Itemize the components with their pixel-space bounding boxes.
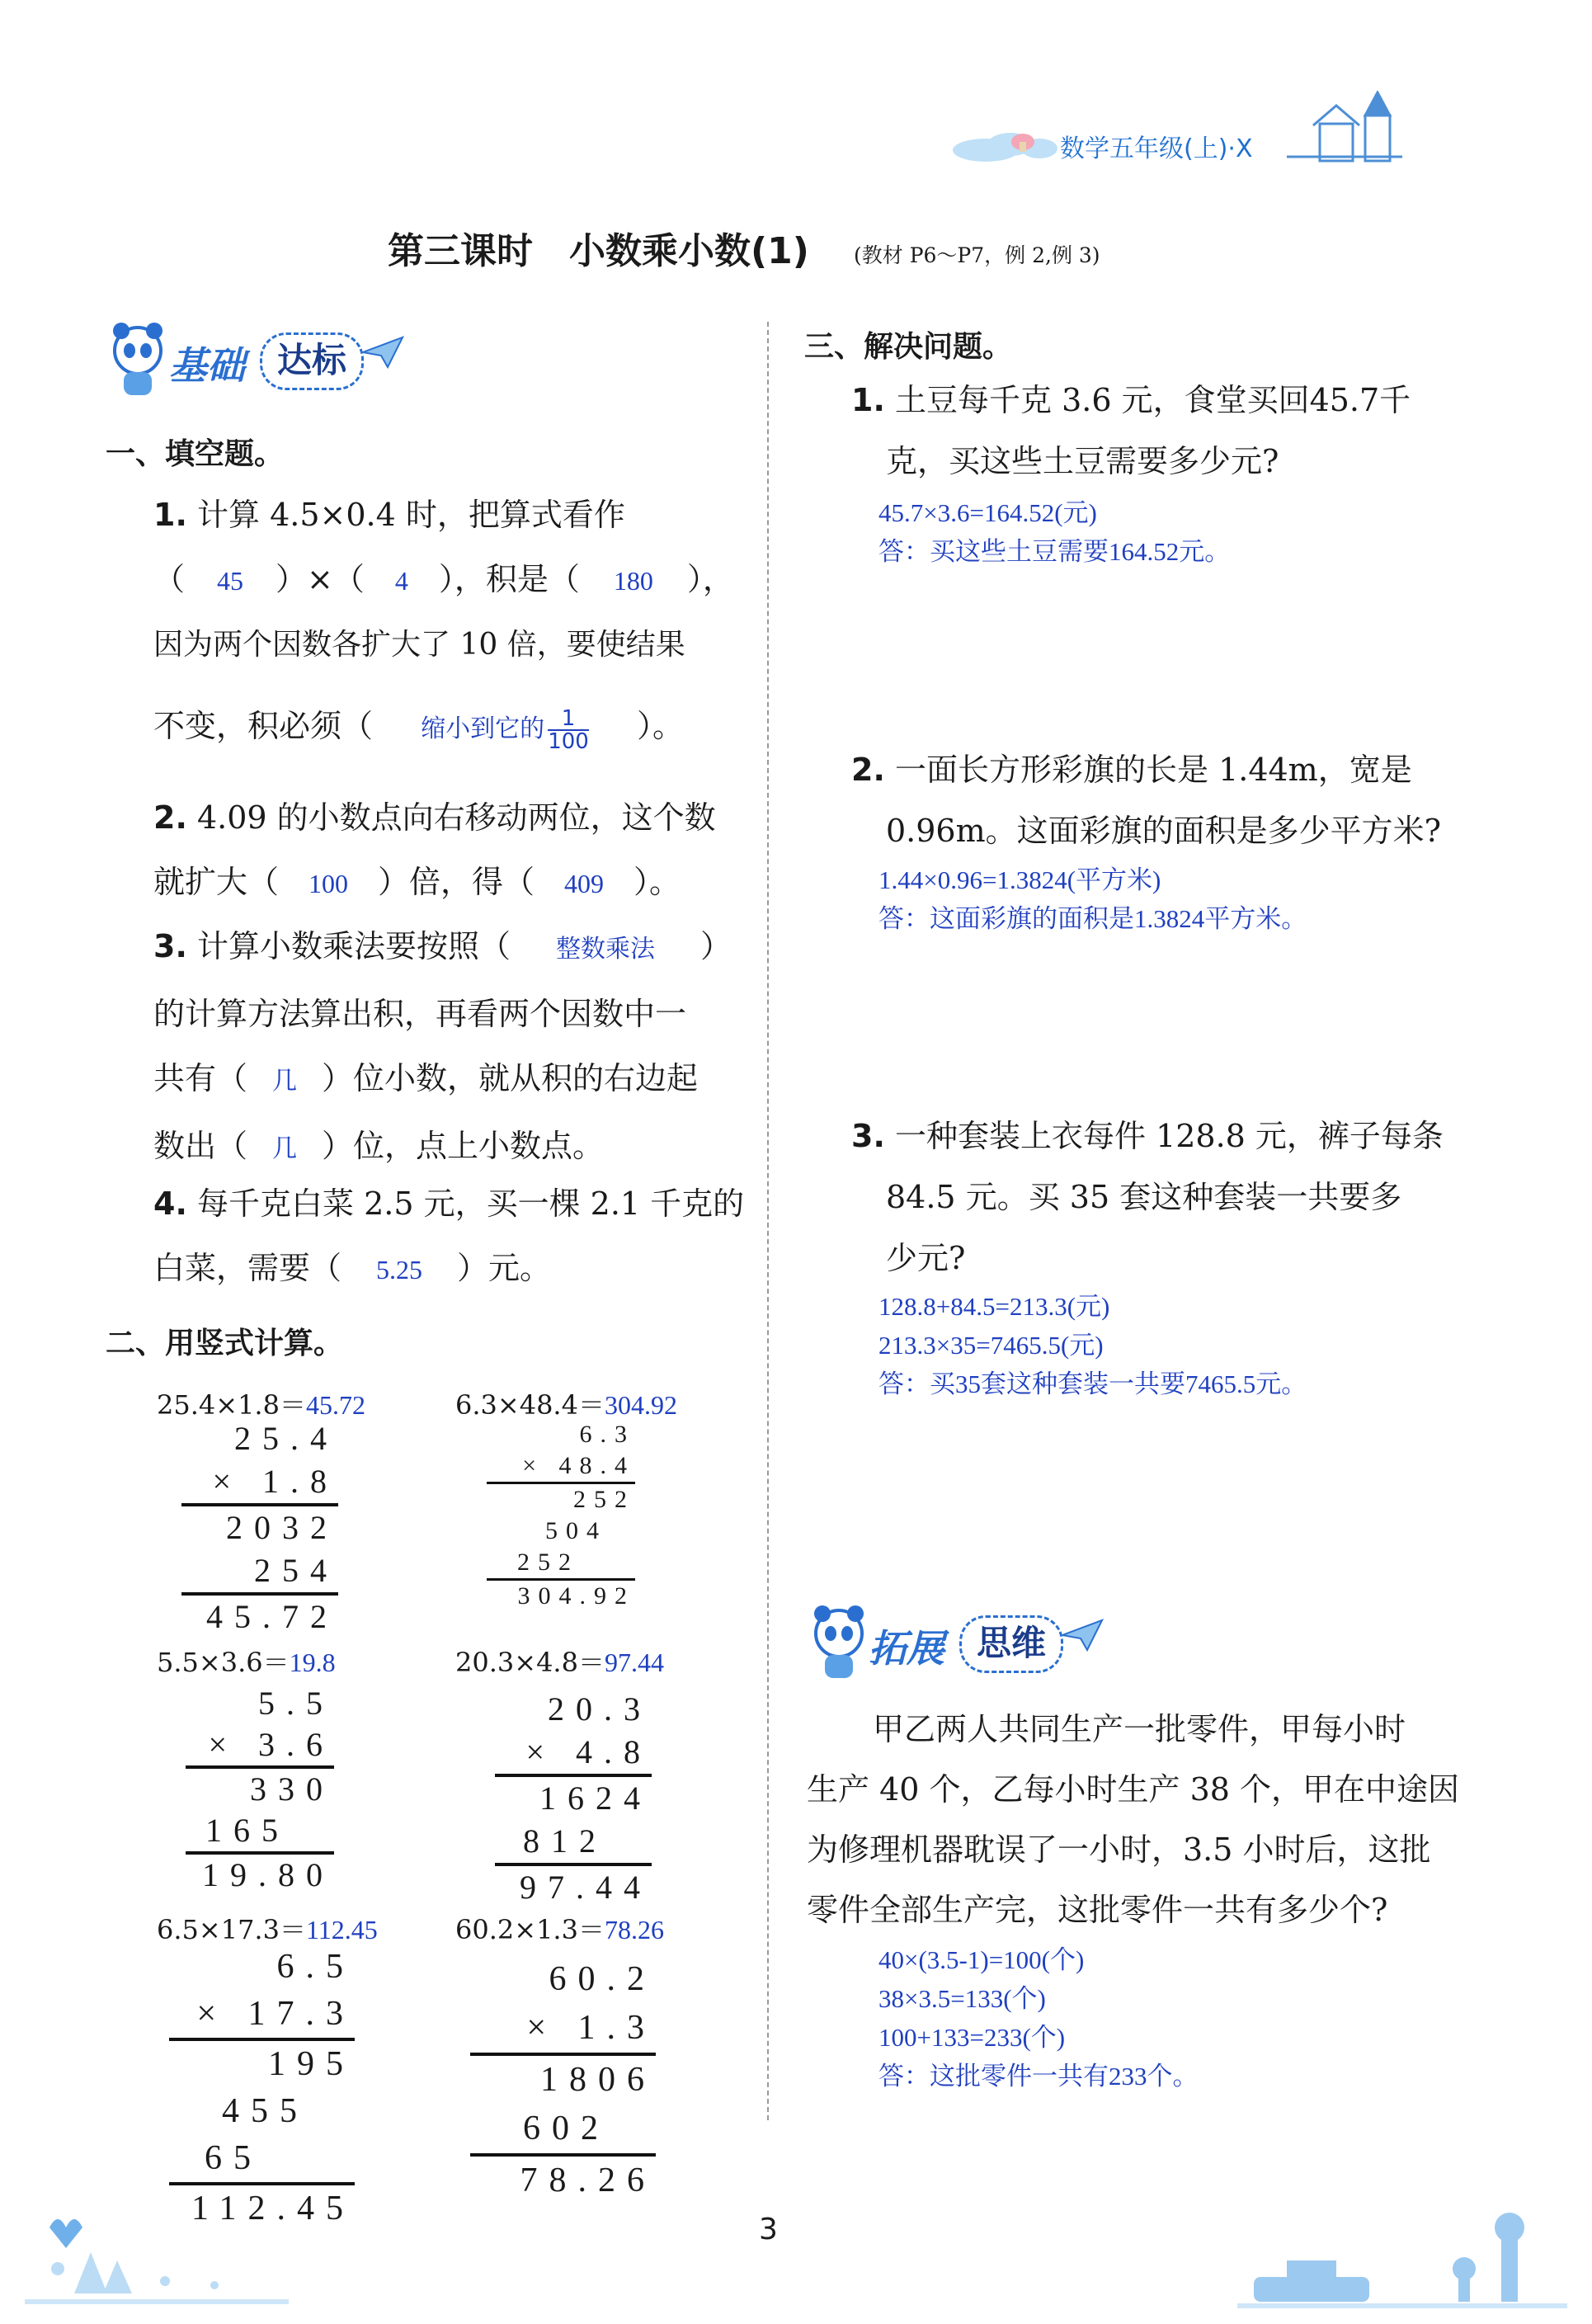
calc-3-row-1: 5.5: [258, 1685, 334, 1722]
calc-1-vertical: [181, 1417, 338, 1638]
footer-left-decoration: [25, 2178, 289, 2310]
calc-3-vertical: [186, 1683, 334, 1896]
q4-number: 4.: [153, 1186, 187, 1222]
calc-3-row-5: 19.80: [186, 1851, 334, 1896]
calc-4-vertical: [495, 1688, 652, 1909]
calc-2-row-6: 304.92: [487, 1578, 635, 1612]
calc-1-answer: 45.72: [305, 1390, 365, 1420]
q1-text-2: 因为两个因数各扩大了 10 倍，要使结果: [153, 628, 685, 662]
q3-text-1: 计算小数乘法要按照（: [196, 928, 511, 964]
calc-5-row-3: 195: [169, 2038, 355, 2088]
q1-fraction-den: 100: [548, 728, 589, 754]
heart-icon: [49, 2219, 82, 2248]
q3-text-4a: 数出（: [153, 1128, 248, 1164]
calc-5-expression: [157, 1909, 378, 1947]
q3-text-2: 的计算方法算出积，再看两个因数中一: [153, 996, 687, 1032]
calc-6-expression: [455, 1909, 664, 1947]
extend-sol-4: 答：这批零件一共有233个。: [878, 2062, 1199, 2091]
calc-3-answer: 19.8: [289, 1648, 336, 1677]
calc-6-row-3: 1806: [470, 2053, 656, 2105]
p1-solution: [878, 493, 1230, 571]
p3-number: 3.: [851, 1118, 885, 1154]
calc-1-row-5: 45.72: [181, 1592, 338, 1638]
q4-text-2b: ）元。: [457, 1250, 552, 1286]
q1-text-1: 计算 4.5×0.4 时，把算式看作: [196, 497, 625, 533]
calc-4-row-1: 20.3: [548, 1690, 652, 1728]
extend-line-3: 为修理机器耽误了一小时，3.5 小时后，这批: [807, 1831, 1431, 1868]
q3-text-4b: ）位，点上小数点。: [322, 1128, 605, 1164]
p2-text-1: 一面长方形彩旗的长是 1.44m，宽是: [894, 752, 1412, 788]
house-icon: [1287, 92, 1402, 161]
q3-text-3a: 共有（: [153, 1060, 248, 1096]
calc-4-answer: 97.44: [604, 1648, 664, 1677]
calc-4-expr: 20.3×4.8＝: [455, 1647, 605, 1678]
p1-text-1: 土豆每千克 3.6 元，食堂买回45.7千: [894, 382, 1411, 418]
calc-1-expr: 25.4×1.8＝: [157, 1389, 306, 1421]
calc-2-row-1: 6.3: [579, 1421, 635, 1448]
q2-text-1: 4.09 的小数点向右移动两位，这个数: [196, 799, 716, 836]
calc-2-vertical: [487, 1419, 635, 1612]
calc-3-row-3: 330: [186, 1765, 334, 1810]
calc-4-row-2: × 4.8: [525, 1733, 652, 1770]
q4-text-1: 每千克白菜 2.5 元，买一棵 2.1 千克的: [196, 1186, 745, 1222]
q3-number: 3.: [153, 928, 187, 964]
calc-1-row-2: × 1.8: [212, 1463, 338, 1500]
cloud-icon: [953, 133, 1057, 162]
calc-4-row-5: 97.44: [495, 1863, 652, 1909]
column-divider: [767, 322, 769, 2120]
p2-sol-2: 答：这面彩旗的面积是1.3824平方米。: [878, 904, 1307, 933]
p1-sol-2: 答：买这些土豆需要164.52元。: [878, 537, 1231, 566]
q4-answer-1: 5.25: [376, 1255, 423, 1285]
extend-sol-1: 40×(3.5-1)=100(个): [878, 1945, 1085, 1974]
q2-answer-2: 409: [564, 869, 605, 898]
q4-text-2a: 白菜，需要（: [153, 1250, 342, 1286]
calc-3-row-4: 165: [205, 1812, 290, 1849]
calc-6-row-4: 602: [523, 2110, 610, 2147]
calc-2-expr: 6.3×48.4＝: [455, 1389, 605, 1421]
calc-3-expression: [157, 1642, 336, 1680]
p3-sol-2: 213.3×35=7465.5(元): [878, 1331, 1104, 1360]
p2-sol-1: 1.44×0.96=1.3824(平方米): [878, 865, 1161, 894]
p3-text-3: 少元?: [886, 1240, 966, 1276]
section-heading-1: 一、填空题。: [106, 437, 285, 471]
badge-text-2: 达标: [260, 332, 364, 390]
calc-2-expression: [455, 1384, 677, 1422]
calc-6-expr: 60.2×1.3＝: [455, 1914, 605, 1945]
extend-solution: [878, 1940, 1199, 2095]
calc-5-row-2: × 17.3: [196, 1995, 355, 2033]
q2-number: 2.: [153, 799, 187, 836]
book-label: 数学五年级(上)·X: [1060, 134, 1253, 163]
extend-line-2: 生产 40 个，乙每小时生产 38 个，甲在中途因: [807, 1771, 1460, 1808]
calc-5-row-6: 112.45: [169, 2182, 355, 2232]
panda-icon: [804, 1600, 878, 1683]
p3-sol-1: 128.8+84.5=213.3(元): [878, 1292, 1110, 1321]
q2-text-2b: ）倍，得（: [378, 864, 535, 900]
problem-2: [851, 739, 1561, 861]
p3-sol-3: 答：买35套这种套装一共要7465.5元。: [878, 1369, 1307, 1398]
badge-text-4: 思维: [959, 1615, 1063, 1673]
extend-sol-3: 100+133=233(个): [878, 2023, 1066, 2052]
q3-answer-1: 整数乘法: [556, 935, 655, 964]
calc-2-row-3: 252: [487, 1482, 635, 1516]
page-title: 第三课时 小数乘小数(1): [388, 230, 809, 272]
calc-6-answer: 78.26: [604, 1915, 664, 1945]
calc-6-vertical: [470, 1955, 656, 2205]
badge-text-3: 拓展: [869, 1626, 944, 1671]
q3-text-3b: ）位小数，就从积的右边起: [322, 1060, 699, 1096]
extend-line-4: 零件全部生产完，这批零件一共有多少个?: [807, 1892, 1388, 1928]
extend-sol-2: 38×3.5=133(个): [878, 1984, 1046, 2013]
q1-product-label: ，积是（: [454, 561, 580, 597]
q1: 1. 计算 4.5×0.4 时，把算式看作 （ 45 ）×（ 4 ），积是（ 180 ）， 因为两个因数各扩大了 10 倍，要使结果 不变，积必须（ 缩小到它的 $\frac{1}{100}$ ）。: [153, 483, 747, 761]
calc-6-row-5: 78.26: [470, 2153, 656, 2205]
q3: 3. 计算小数乘法要按照（ 整数乘法 ） 的计算方法算出积，再看两个因数中一 共有（ 几 ）位小数，就从积的右边起 数出（ 几 ）位，点上小数点。: [153, 914, 747, 1181]
q1-fraction-num: 1: [548, 708, 589, 731]
calc-2-row-5: 252: [517, 1549, 579, 1576]
calc-3-row-2: × 3.6: [208, 1726, 334, 1763]
calc-1-row-3: 2032: [181, 1503, 338, 1549]
calc-4-row-3: 1624: [495, 1774, 652, 1820]
p3-text-2: 84.5 元。买 35 套这种套装一共要多: [886, 1179, 1402, 1215]
calc-5-answer: 112.45: [305, 1915, 378, 1945]
q3-answer-3: 几: [272, 1134, 298, 1163]
problem-1: [851, 370, 1561, 492]
textbook-ref: (教材 P6～P7，例 2,例 3): [854, 243, 1100, 267]
calc-5-row-5: 65: [205, 2139, 262, 2177]
footer-right-decoration: [1237, 2178, 1567, 2318]
extend-problem: [807, 1699, 1549, 1940]
q2-answer-1: 100: [309, 869, 349, 898]
calc-6-row-1: 60.2: [549, 1960, 656, 1998]
badge-text-1: 基础: [169, 343, 245, 388]
p2-number: 2.: [851, 752, 885, 788]
calc-2-row-4: 504: [545, 1517, 607, 1544]
q4: [153, 1171, 747, 1302]
q2: 2. 4.09 的小数点向右移动两位，这个数 就扩大（ 100 ）倍，得（ 409 ）。: [153, 785, 747, 916]
p3-text-1: 一种套装上衣每件 128.8 元，裤子每条: [894, 1118, 1444, 1154]
q1-answer-2: 4: [394, 566, 408, 596]
section-heading-3: 三、解决问题。: [804, 330, 1013, 364]
calc-5-row-4: 455: [222, 2092, 309, 2130]
paper-plane-icon: [1062, 1619, 1104, 1652]
q3-answer-2: 几: [272, 1067, 298, 1096]
q1-answer-4: 缩小到它的: [421, 714, 545, 743]
panda-icon: [103, 318, 177, 400]
problem-3: [851, 1105, 1561, 1289]
p3-solution: [878, 1287, 1307, 1403]
p1-sol-1: 45.7×3.6=164.52(元): [878, 498, 1097, 527]
q1-answer-1: 45: [217, 566, 244, 596]
basic-badge: [103, 318, 400, 400]
calc-5-row-1: 6.5: [276, 1948, 355, 1986]
extend-line-1: 甲乙两人共同生产一批零件，甲每小时: [873, 1711, 1406, 1747]
calc-2-answer: 304.92: [604, 1390, 677, 1420]
calc-4-expression: [455, 1642, 664, 1680]
p2-text-2: 0.96m。这面彩旗的面积是多少平方米?: [886, 813, 1442, 849]
calc-4-row-4: 812: [523, 1822, 607, 1860]
p1-number: 1.: [851, 382, 885, 418]
section-heading-2: 二、用竖式计算。: [106, 1327, 344, 1360]
q2-text-2a: 就扩大（: [153, 864, 280, 900]
calc-6-row-2: × 1.3: [526, 2009, 656, 2047]
q1-text-3: 不变，积必须（: [153, 708, 374, 744]
calc-1-row-4: 254: [254, 1552, 338, 1589]
calc-3-expr: 5.5×3.6＝: [157, 1647, 290, 1678]
q1-number: 1.: [153, 497, 187, 533]
p2-solution: [878, 860, 1307, 938]
page-number: 3: [759, 2213, 778, 2246]
paper-plane-icon: [363, 336, 404, 369]
extend-badge: [804, 1600, 1101, 1683]
calc-2-row-2: × 48.4: [522, 1452, 635, 1479]
q1-answer-3: 180: [613, 566, 653, 596]
calc-1-row-1: 25.4: [234, 1420, 338, 1457]
calc-5-expr: 6.5×17.3＝: [157, 1914, 306, 1945]
p1-text-2: 克，买这些土豆需要多少元?: [886, 443, 1279, 479]
